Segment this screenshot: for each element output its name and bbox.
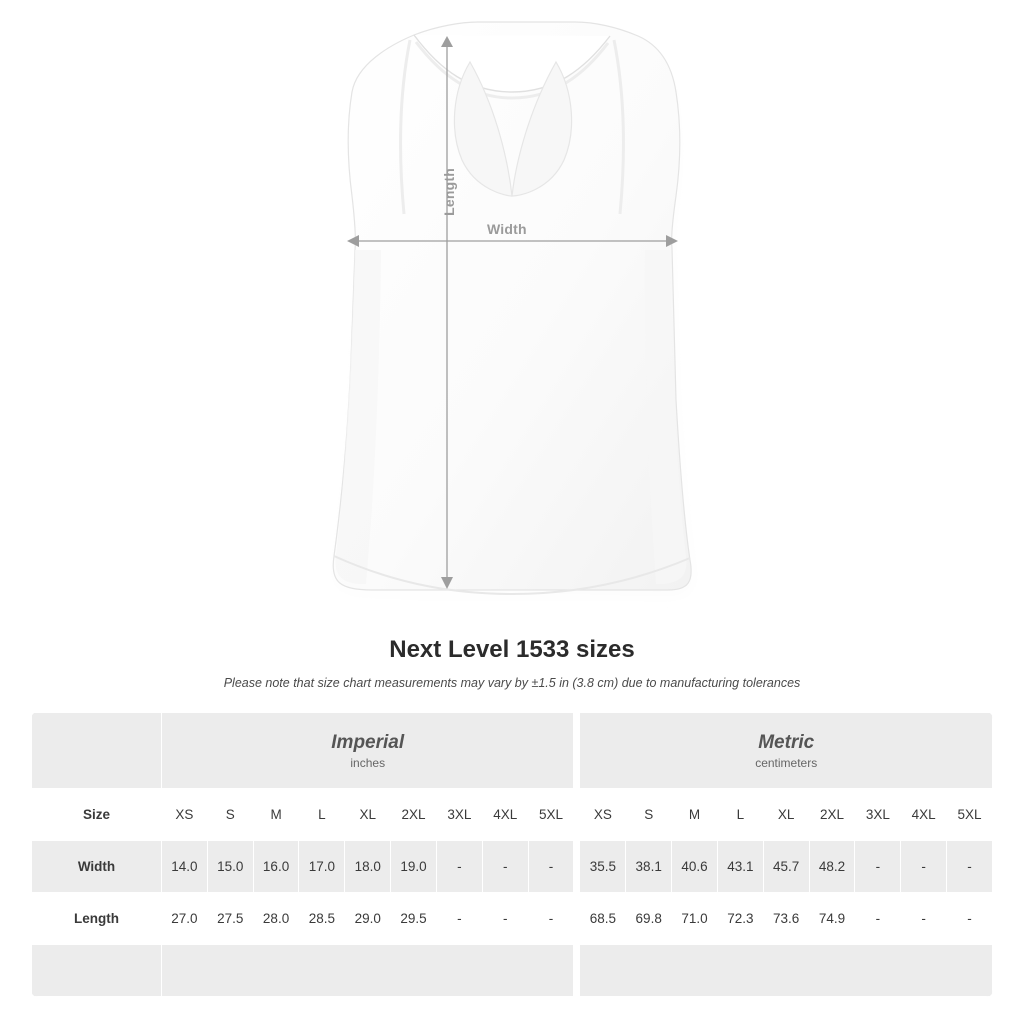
width-metric-l: 43.1: [717, 841, 763, 893]
size-header-imperial-s: S: [207, 789, 253, 841]
width-measure-label: Width: [487, 221, 527, 237]
width-imperial-5xl: -: [528, 841, 574, 893]
width-imperial-l: 17.0: [299, 841, 345, 893]
system-header-row: [32, 713, 993, 789]
length-metric-m: 71.0: [672, 893, 718, 945]
length-metric-xl: 73.6: [763, 893, 809, 945]
width-imperial-4xl: -: [482, 841, 528, 893]
length-imperial-4xl: -: [482, 893, 528, 945]
system-header-imperial: [162, 713, 574, 789]
table-row: [32, 893, 993, 945]
size-header-metric-xs: XS: [580, 789, 626, 841]
size-header-metric-3xl: 3XL: [855, 789, 901, 841]
width-imperial-s: 15.0: [207, 841, 253, 893]
size-header-row: [32, 789, 993, 841]
system-unit-metric: centimeters: [755, 756, 818, 771]
system-unit-imperial: inches: [350, 756, 386, 771]
size-header-imperial-3xl: 3XL: [436, 789, 482, 841]
width-imperial-2xl: 19.0: [391, 841, 437, 893]
tolerance-note: Please note that size chart measurements may vary by ±1.5 in (3.8 cm) due to manufacturing tolerances: [223, 676, 801, 690]
size-header-imperial-xl: XL: [345, 789, 391, 841]
length-metric-l: 72.3: [717, 893, 763, 945]
length-metric-xs: 68.5: [580, 893, 626, 945]
width-metric-xl: 45.7: [763, 841, 809, 893]
system-header-empty: [32, 713, 162, 789]
width-imperial-3xl: -: [436, 841, 482, 893]
page-title: Next Level 1533 sizes: [389, 636, 635, 663]
size-header-imperial-4xl: 4XL: [482, 789, 528, 841]
size-header-metric-4xl: 4XL: [901, 789, 947, 841]
table-row: [32, 841, 993, 893]
size-header-imperial-xs: XS: [162, 789, 208, 841]
width-metric-3xl: -: [855, 841, 901, 893]
size-header-metric-5xl: 5XL: [947, 789, 993, 841]
size-header-metric-l: L: [717, 789, 763, 841]
length-metric-s: 69.8: [626, 893, 672, 945]
width-imperial-m: 16.0: [253, 841, 299, 893]
size-header-metric-s: S: [626, 789, 672, 841]
size-header-metric-2xl: 2XL: [809, 789, 855, 841]
length-metric-2xl: 74.9: [809, 893, 855, 945]
length-metric-3xl: -: [855, 893, 901, 945]
size-header-imperial-m: M: [253, 789, 299, 841]
row-label-width: Width: [32, 841, 162, 893]
size-table: [31, 712, 993, 997]
width-metric-2xl: 48.2: [809, 841, 855, 893]
length-imperial-l: 28.5: [299, 893, 345, 945]
length-imperial-s: 27.5: [207, 893, 253, 945]
title-block: [0, 636, 1024, 690]
width-imperial-xs: 14.0: [162, 841, 208, 893]
length-imperial-xl: 29.0: [345, 893, 391, 945]
width-metric-xs: 35.5: [580, 841, 626, 893]
length-metric-4xl: -: [901, 893, 947, 945]
length-imperial-2xl: 29.5: [391, 893, 437, 945]
system-name-metric: Metric: [758, 731, 815, 753]
system-header-metric: [580, 713, 993, 789]
size-header-metric-m: M: [672, 789, 718, 841]
width-imperial-xl: 18.0: [345, 841, 391, 893]
size-header-imperial-5xl: 5XL: [528, 789, 574, 841]
system-name-imperial: Imperial: [331, 731, 405, 753]
length-metric-5xl: -: [947, 893, 993, 945]
width-metric-4xl: -: [901, 841, 947, 893]
size-header-imperial-l: L: [299, 789, 345, 841]
length-imperial-xs: 27.0: [162, 893, 208, 945]
length-imperial-m: 28.0: [253, 893, 299, 945]
size-table-wrapper: [31, 712, 993, 997]
table-footer-band: [32, 945, 993, 997]
size-header-label: Size: [32, 789, 162, 841]
size-header-metric-xl: XL: [763, 789, 809, 841]
row-label-length: Length: [32, 893, 162, 945]
length-measure-label: Length: [441, 168, 457, 216]
width-metric-s: 38.1: [626, 841, 672, 893]
width-metric-5xl: -: [947, 841, 993, 893]
size-header-imperial-2xl: 2XL: [391, 789, 437, 841]
width-metric-m: 40.6: [672, 841, 718, 893]
length-imperial-5xl: -: [528, 893, 574, 945]
length-imperial-3xl: -: [436, 893, 482, 945]
